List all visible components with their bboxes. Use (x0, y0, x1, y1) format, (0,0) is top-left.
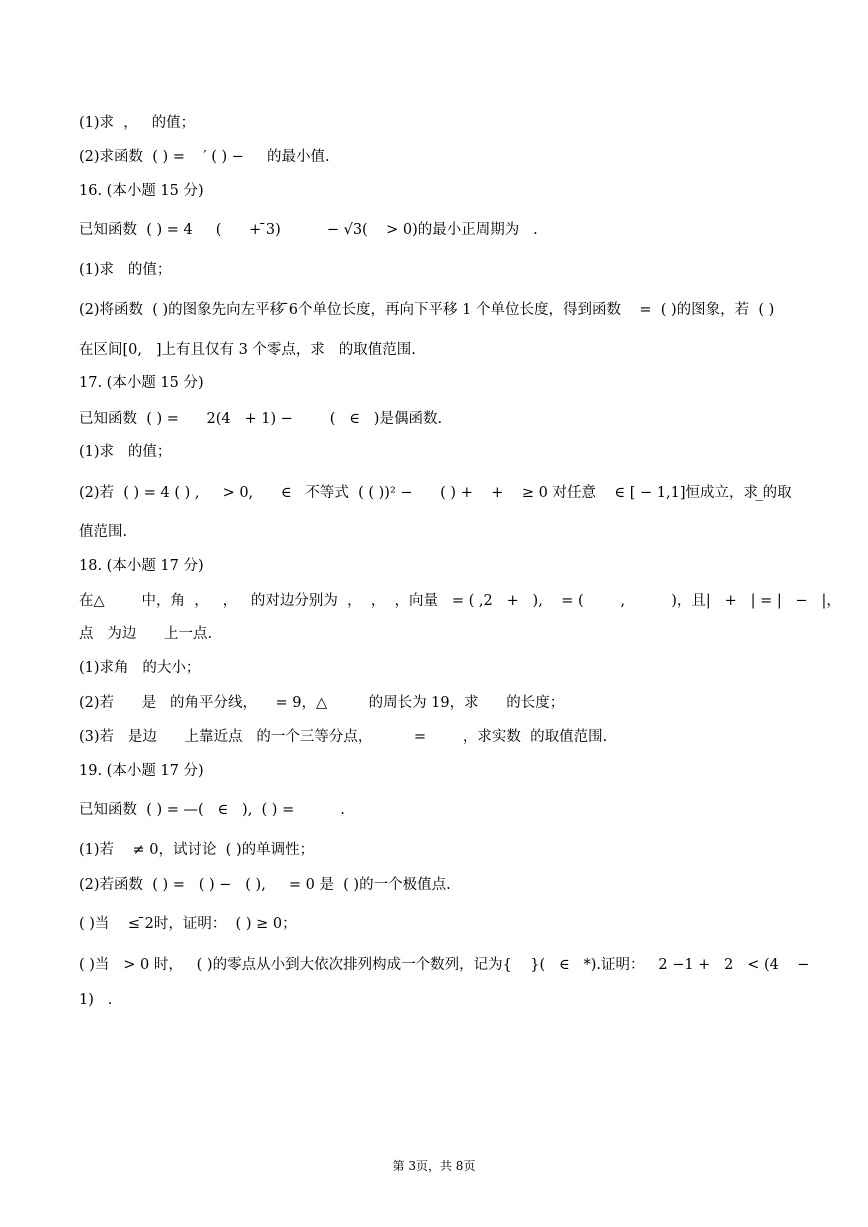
text-line: 在△ 中，角 ， ， 的对边分别为 ， ， ，向量 = ( ,2 + ), = ( , )，且| + | = | − |， (79, 593, 841, 609)
text-line: 在区间[0, ]上有且仅有 3 个零点，求 的取值范围. (79, 342, 416, 358)
text-line: ( )当 ≤ ̄2时，证明： ( ) ≥ 0； (79, 916, 297, 932)
text-line: (2)若 是 的角平分线， = 9，△ 的周长为 19，求 的长度； (79, 695, 565, 711)
question-heading: 18. (本小题 17 分) (79, 558, 204, 574)
text-line: (2)若函数 ( ) = ( ) − ( ), = 0 是 ( )的一个极值点. (79, 877, 451, 893)
text-line: (2)若 ( ) = 4 ( ) , > 0, ∈ 不等式 ( ( ))² − ( ) + + ≥ 0 对任意 ∈ [ − 1,1]恒成立，求 ̲的取 (79, 485, 792, 501)
text-line: (2)求函数 ( ) = ′ ( ) − 的最小值. (79, 149, 330, 165)
text-line: (1)若 ≠ 0，试讨论 ( )的单调性； (79, 842, 315, 858)
text-line: (1)求 的值； (79, 262, 172, 278)
question-heading: 19. (本小题 17 分) (79, 763, 204, 779)
text-line: (1)求角 的大小； (79, 660, 201, 676)
text-line: 值范围. (79, 524, 128, 540)
text-line: 已知函数 ( ) = —( ∈ ), ( ) = . (79, 802, 345, 818)
text-line: 已知函数 ( ) = 2(4 + 1) − ( ∈ )是偶函数. (79, 411, 443, 427)
text-line: (1)求 ， 的值； (79, 115, 196, 131)
text-line: 1) . (79, 992, 113, 1008)
text-line: (2)将函数 ( )的图象先向左平移 ̄6个单位长度，再向下平移 1 个单位长度，得到函数 = ( )的图象，若 ( ) (79, 302, 775, 318)
question-heading: 17. (本小题 15 分) (79, 375, 204, 391)
question-heading: 16. (本小题 15 分) (79, 183, 204, 199)
text-line: ( )当 > 0 时， ( )的零点从小到大依次排列构成一个数列，记为{ }( ∈ *).证明： 2 −1 + 2 < (4 − (79, 957, 810, 973)
page-footer: 第 3页，共 8页 (392, 1159, 476, 1173)
text-line: 已知函数 ( ) = 4 ( + ̄3) − √3( > 0)的最小正周期为 . (79, 222, 538, 238)
text-line: (3)若 是边 上靠近点 的一个三等分点， = ，求实数 的取值范围. (79, 729, 608, 745)
text-line: 点 为边 上一点. (79, 626, 213, 642)
text-line: (1)求 的值； (79, 444, 172, 460)
